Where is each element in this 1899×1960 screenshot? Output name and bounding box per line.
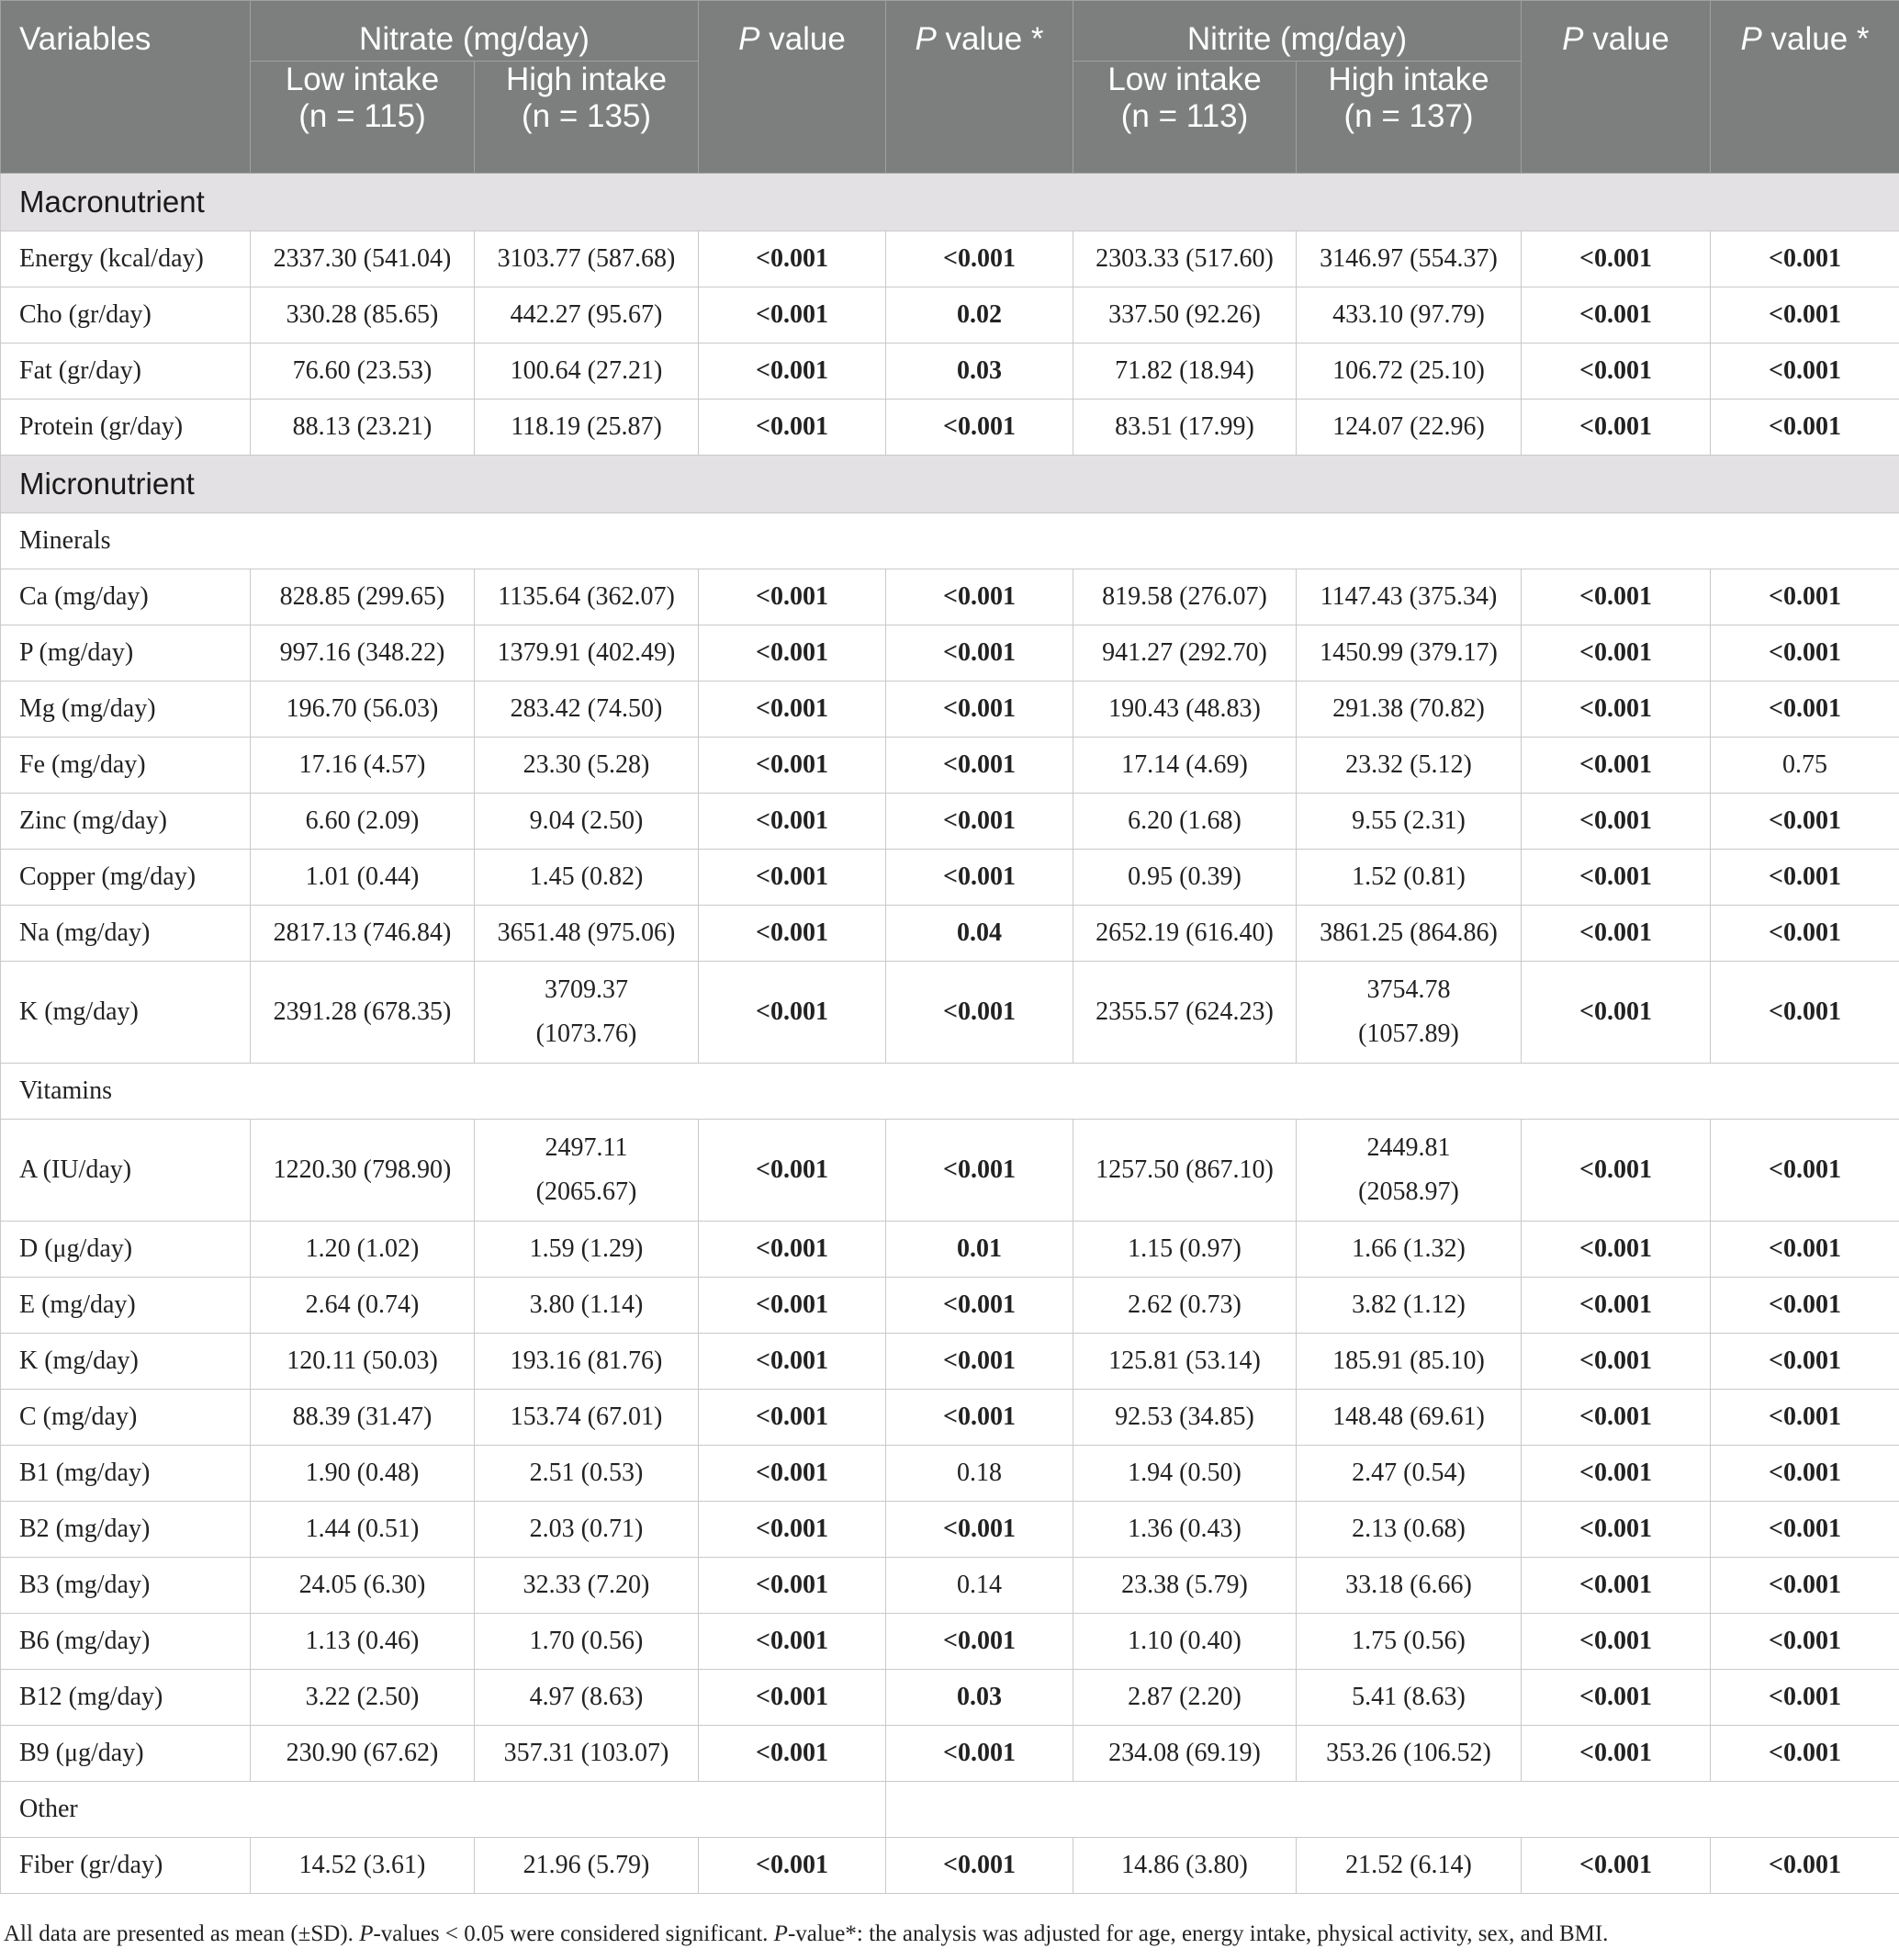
- value-cell: 88.39 (31.47): [251, 1390, 475, 1446]
- p-value-cell: <0.001: [1711, 681, 1899, 738]
- variable-cell: Na (mg/day): [1, 906, 251, 962]
- value-cell: 4.97 (8.63): [475, 1670, 699, 1726]
- p-value-cell: <0.001: [1522, 1838, 1711, 1894]
- p-value-cell: <0.001: [1522, 681, 1711, 738]
- empty-cell: [886, 1782, 1899, 1838]
- table-row: [1, 906, 1899, 962]
- value-cell: 3146.97 (554.37): [1297, 231, 1522, 287]
- value-cell: 17.14 (4.69): [1073, 738, 1297, 794]
- p-value-cell: <0.001: [1522, 1614, 1711, 1670]
- value-cell: 1257.50 (867.10): [1073, 1120, 1297, 1222]
- table-row: [1, 569, 1899, 625]
- p-value-cell: <0.001: [699, 231, 886, 287]
- subsection-row-minerals: [1, 513, 1899, 569]
- value-cell: 1220.30 (798.90): [251, 1120, 475, 1222]
- p-value-cell: <0.001: [1711, 906, 1899, 962]
- value-cell: 9.55 (2.31): [1297, 794, 1522, 850]
- value-cell: 1.44 (0.51): [251, 1502, 475, 1558]
- value-cell: 337.50 (92.26): [1073, 287, 1297, 344]
- p-value-cell: <0.001: [886, 1334, 1073, 1390]
- p-value-cell: <0.001: [886, 1614, 1073, 1670]
- p-value-cell: <0.001: [886, 231, 1073, 287]
- value-cell: 6.20 (1.68): [1073, 794, 1297, 850]
- p-value-cell: <0.001: [699, 1502, 886, 1558]
- header-variables: Variables: [1, 1, 251, 174]
- value-cell: 353.26 (106.52): [1297, 1726, 1522, 1782]
- variable-cell: B9 (μg/day): [1, 1726, 251, 1782]
- p-value-cell: <0.001: [886, 850, 1073, 906]
- subsection-row-other: [1, 1782, 1899, 1838]
- value-cell: 1.59 (1.29): [475, 1222, 699, 1278]
- p-value-cell: <0.001: [1711, 1446, 1899, 1502]
- value-cell: 2652.19 (616.40): [1073, 906, 1297, 962]
- p-value-cell: <0.001: [1711, 1278, 1899, 1334]
- table-row: [1, 962, 1899, 1064]
- value-cell: 5.41 (8.63): [1297, 1670, 1522, 1726]
- p-value-cell: <0.001: [1711, 625, 1899, 681]
- table-body: [1, 174, 1899, 1894]
- p-value-cell: <0.001: [1711, 1120, 1899, 1222]
- value-cell: 283.42 (74.50): [475, 681, 699, 738]
- variable-cell: P (mg/day): [1, 625, 251, 681]
- p-value-cell: <0.001: [886, 794, 1073, 850]
- value-cell: 76.60 (23.53): [251, 344, 475, 400]
- value-cell: 2.13 (0.68): [1297, 1502, 1522, 1558]
- value-cell: 106.72 (25.10): [1297, 344, 1522, 400]
- value-cell: 3.80 (1.14): [475, 1278, 699, 1334]
- p-value-cell: <0.001: [886, 1278, 1073, 1334]
- variable-cell: K (mg/day): [1, 1334, 251, 1390]
- value-cell: 433.10 (97.79): [1297, 287, 1522, 344]
- header-nitrate-low: Low intake (n = 115): [251, 62, 475, 174]
- p-value-cell: <0.001: [1711, 1222, 1899, 1278]
- header-p-value-nitrate: P value: [699, 1, 886, 174]
- p-value-cell: <0.001: [699, 1670, 886, 1726]
- table-row: [1, 1446, 1899, 1502]
- p-value-cell: <0.001: [886, 1502, 1073, 1558]
- value-cell: 1.36 (0.43): [1073, 1502, 1297, 1558]
- p-value-cell: <0.001: [699, 1446, 886, 1502]
- p-value-cell: <0.001: [1522, 231, 1711, 287]
- value-cell: 6.60 (2.09): [251, 794, 475, 850]
- value-cell: 148.48 (69.61): [1297, 1390, 1522, 1446]
- value-cell: 2.62 (0.73): [1073, 1278, 1297, 1334]
- p-value-cell: 0.01: [886, 1222, 1073, 1278]
- value-cell: 3.82 (1.12): [1297, 1278, 1522, 1334]
- value-cell: 357.31 (103.07): [475, 1726, 699, 1782]
- table-row: [1, 287, 1899, 344]
- value-cell: 1.20 (1.02): [251, 1222, 475, 1278]
- p-value-cell: <0.001: [886, 681, 1073, 738]
- p-value-cell: <0.001: [886, 1390, 1073, 1446]
- value-cell: 21.96 (5.79): [475, 1838, 699, 1894]
- p-value-cell: <0.001: [699, 1120, 886, 1222]
- value-cell: 21.52 (6.14): [1297, 1838, 1522, 1894]
- header-nitrite-low: Low intake (n = 113): [1073, 62, 1297, 174]
- p-value-cell: <0.001: [699, 850, 886, 906]
- p-value-cell: <0.001: [699, 1390, 886, 1446]
- header-p-value-adjusted-nitrite: P value *: [1711, 1, 1899, 174]
- value-cell: 1.45 (0.82): [475, 850, 699, 906]
- header-nitrate-high: High intake (n = 135): [475, 62, 699, 174]
- value-cell: 997.16 (348.22): [251, 625, 475, 681]
- value-cell: 88.13 (23.21): [251, 400, 475, 456]
- p-value-cell: <0.001: [1522, 1222, 1711, 1278]
- p-value-cell: <0.001: [699, 1614, 886, 1670]
- value-cell: 9.04 (2.50): [475, 794, 699, 850]
- value-cell: 1.13 (0.46): [251, 1614, 475, 1670]
- variable-cell: Copper (mg/day): [1, 850, 251, 906]
- p-value-cell: <0.001: [699, 738, 886, 794]
- value-cell: 1.90 (0.48): [251, 1446, 475, 1502]
- value-cell: 1.01 (0.44): [251, 850, 475, 906]
- p-value-cell: <0.001: [1711, 1558, 1899, 1614]
- value-cell: 71.82 (18.94): [1073, 344, 1297, 400]
- p-value-cell: 0.02: [886, 287, 1073, 344]
- p-value-cell: <0.001: [1711, 569, 1899, 625]
- subsection-row-vitamins: [1, 1064, 1899, 1120]
- table-row: [1, 1502, 1899, 1558]
- variable-cell: E (mg/day): [1, 1278, 251, 1334]
- p-value-cell: <0.001: [699, 1838, 886, 1894]
- value-cell: 2303.33 (517.60): [1073, 231, 1297, 287]
- p-value-cell: <0.001: [1711, 1726, 1899, 1782]
- table-row: [1, 1278, 1899, 1334]
- variable-cell: Mg (mg/day): [1, 681, 251, 738]
- variable-cell: A (IU/day): [1, 1120, 251, 1222]
- value-cell: 1.10 (0.40): [1073, 1614, 1297, 1670]
- value-cell: 23.30 (5.28): [475, 738, 699, 794]
- table-row: [1, 1614, 1899, 1670]
- value-cell: 3709.37 (1073.76): [475, 962, 699, 1064]
- p-value-cell: <0.001: [886, 1120, 1073, 1222]
- table-row: [1, 344, 1899, 400]
- table-row: [1, 1670, 1899, 1726]
- section-row-micronutrient: [1, 456, 1899, 513]
- table-footnote: All data are presented as mean (±SD). P-values < 0.05 were considered significant. P-value*: the analysis was adjusted for age, energy intake, physical activity, sex, and BMI.: [4, 1921, 1609, 1946]
- value-cell: 442.27 (95.67): [475, 287, 699, 344]
- p-value-cell: <0.001: [1522, 1390, 1711, 1446]
- variable-cell: B2 (mg/day): [1, 1502, 251, 1558]
- p-value-cell: <0.001: [1522, 1502, 1711, 1558]
- header-nitrite: Nitrite (mg/day): [1073, 1, 1522, 62]
- value-cell: 941.27 (292.70): [1073, 625, 1297, 681]
- p-value-cell: <0.001: [1711, 231, 1899, 287]
- p-value-cell: <0.001: [699, 1334, 886, 1390]
- section-row-macronutrient: [1, 174, 1899, 231]
- value-cell: 2.87 (2.20): [1073, 1670, 1297, 1726]
- value-cell: 0.95 (0.39): [1073, 850, 1297, 906]
- table-row: [1, 1838, 1899, 1894]
- p-value-cell: 0.14: [886, 1558, 1073, 1614]
- p-value-cell: <0.001: [699, 287, 886, 344]
- p-value-cell: <0.001: [699, 794, 886, 850]
- table-header: [1, 1, 1899, 174]
- variable-cell: B1 (mg/day): [1, 1446, 251, 1502]
- p-value-cell: <0.001: [699, 1222, 886, 1278]
- section-label: Macronutrient: [1, 174, 1899, 231]
- p-value-cell: <0.001: [699, 625, 886, 681]
- p-value-cell: <0.001: [1522, 738, 1711, 794]
- value-cell: 185.91 (85.10): [1297, 1334, 1522, 1390]
- p-value-cell: <0.001: [1711, 1502, 1899, 1558]
- value-cell: 3754.78 (1057.89): [1297, 962, 1522, 1064]
- p-value-cell: <0.001: [699, 1726, 886, 1782]
- table-row: [1, 850, 1899, 906]
- p-value-cell: <0.001: [1522, 1558, 1711, 1614]
- p-value-cell: <0.001: [1522, 625, 1711, 681]
- p-value-cell: <0.001: [699, 569, 886, 625]
- value-cell: 100.64 (27.21): [475, 344, 699, 400]
- value-cell: 1147.43 (375.34): [1297, 569, 1522, 625]
- variable-cell: Cho (gr/day): [1, 287, 251, 344]
- p-value-cell: <0.001: [699, 681, 886, 738]
- value-cell: 23.38 (5.79): [1073, 1558, 1297, 1614]
- table-row: [1, 681, 1899, 738]
- table-row: [1, 738, 1899, 794]
- p-value-cell: <0.001: [886, 1726, 1073, 1782]
- value-cell: 2449.81 (2058.97): [1297, 1120, 1522, 1222]
- p-value-cell: <0.001: [1711, 1390, 1899, 1446]
- value-cell: 1379.91 (402.49): [475, 625, 699, 681]
- header-nitrite-high: High intake (n = 137): [1297, 62, 1522, 174]
- value-cell: 234.08 (69.19): [1073, 1726, 1297, 1782]
- p-value-cell: <0.001: [886, 569, 1073, 625]
- p-value-cell: <0.001: [886, 962, 1073, 1064]
- value-cell: 2355.57 (624.23): [1073, 962, 1297, 1064]
- value-cell: 33.18 (6.66): [1297, 1558, 1522, 1614]
- value-cell: 124.07 (22.96): [1297, 400, 1522, 456]
- value-cell: 1.94 (0.50): [1073, 1446, 1297, 1502]
- variable-cell: B3 (mg/day): [1, 1558, 251, 1614]
- value-cell: 2497.11 (2065.67): [475, 1120, 699, 1222]
- p-value-cell: <0.001: [1711, 1614, 1899, 1670]
- p-value-cell: <0.001: [1711, 287, 1899, 344]
- value-cell: 2.47 (0.54): [1297, 1446, 1522, 1502]
- value-cell: 24.05 (6.30): [251, 1558, 475, 1614]
- p-value-cell: 0.04: [886, 906, 1073, 962]
- variable-cell: D (μg/day): [1, 1222, 251, 1278]
- value-cell: 1.70 (0.56): [475, 1614, 699, 1670]
- p-value-cell: <0.001: [886, 625, 1073, 681]
- value-cell: 2.03 (0.71): [475, 1502, 699, 1558]
- value-cell: 23.32 (5.12): [1297, 738, 1522, 794]
- p-value-cell: <0.001: [1522, 1670, 1711, 1726]
- p-value-cell: <0.001: [1522, 906, 1711, 962]
- p-value-cell: 0.03: [886, 344, 1073, 400]
- value-cell: 2.64 (0.74): [251, 1278, 475, 1334]
- table-row: [1, 1334, 1899, 1390]
- p-value-cell: <0.001: [1522, 1446, 1711, 1502]
- variable-cell: Fat (gr/day): [1, 344, 251, 400]
- variable-cell: K (mg/day): [1, 962, 251, 1064]
- value-cell: 1450.99 (379.17): [1297, 625, 1522, 681]
- value-cell: 196.70 (56.03): [251, 681, 475, 738]
- table-row: [1, 231, 1899, 287]
- p-value-cell: <0.001: [1522, 344, 1711, 400]
- table-row: [1, 1726, 1899, 1782]
- value-cell: 2337.30 (541.04): [251, 231, 475, 287]
- value-cell: 92.53 (34.85): [1073, 1390, 1297, 1446]
- value-cell: 828.85 (299.65): [251, 569, 475, 625]
- variable-cell: C (mg/day): [1, 1390, 251, 1446]
- variable-cell: Fiber (gr/day): [1, 1838, 251, 1894]
- variable-cell: Ca (mg/day): [1, 569, 251, 625]
- value-cell: 3103.77 (587.68): [475, 231, 699, 287]
- value-cell: 1.15 (0.97): [1073, 1222, 1297, 1278]
- value-cell: 330.28 (85.65): [251, 287, 475, 344]
- value-cell: 153.74 (67.01): [475, 1390, 699, 1446]
- p-value-cell: <0.001: [1522, 962, 1711, 1064]
- p-value-cell: <0.001: [699, 906, 886, 962]
- table-row: [1, 794, 1899, 850]
- p-value-cell: <0.001: [1522, 400, 1711, 456]
- variable-cell: B12 (mg/day): [1, 1670, 251, 1726]
- value-cell: 2391.28 (678.35): [251, 962, 475, 1064]
- value-cell: 1.52 (0.81): [1297, 850, 1522, 906]
- value-cell: 1135.64 (362.07): [475, 569, 699, 625]
- p-value-cell: <0.001: [1522, 1120, 1711, 1222]
- variable-cell: B6 (mg/day): [1, 1614, 251, 1670]
- subsection-label: Other: [1, 1782, 886, 1838]
- value-cell: 291.38 (70.82): [1297, 681, 1522, 738]
- value-cell: 819.58 (276.07): [1073, 569, 1297, 625]
- table-row: [1, 1222, 1899, 1278]
- p-value-cell: <0.001: [699, 1278, 886, 1334]
- p-value-cell: <0.001: [1711, 1670, 1899, 1726]
- p-value-cell: <0.001: [1522, 569, 1711, 625]
- value-cell: 190.43 (48.83): [1073, 681, 1297, 738]
- p-value-cell: <0.001: [1711, 962, 1899, 1064]
- value-cell: 193.16 (81.76): [475, 1334, 699, 1390]
- header-p-value-nitrite: P value: [1522, 1, 1711, 174]
- subsection-label: Minerals: [1, 513, 1899, 569]
- variable-cell: Fe (mg/day): [1, 738, 251, 794]
- value-cell: 3651.48 (975.06): [475, 906, 699, 962]
- p-value-cell: <0.001: [1711, 344, 1899, 400]
- p-value-cell: <0.001: [886, 400, 1073, 456]
- value-cell: 32.33 (7.20): [475, 1558, 699, 1614]
- section-label: Micronutrient: [1, 456, 1899, 513]
- p-value-cell: 0.18: [886, 1446, 1073, 1502]
- value-cell: 14.52 (3.61): [251, 1838, 475, 1894]
- value-cell: 3861.25 (864.86): [1297, 906, 1522, 962]
- value-cell: 1.75 (0.56): [1297, 1614, 1522, 1670]
- p-value-cell: <0.001: [699, 1558, 886, 1614]
- p-value-cell: <0.001: [699, 400, 886, 456]
- value-cell: 17.16 (4.57): [251, 738, 475, 794]
- p-value-cell: <0.001: [1711, 1838, 1899, 1894]
- value-cell: 14.86 (3.80): [1073, 1838, 1297, 1894]
- variable-cell: Zinc (mg/day): [1, 794, 251, 850]
- p-value-cell: <0.001: [886, 1838, 1073, 1894]
- p-value-cell: <0.001: [1711, 794, 1899, 850]
- p-value-cell: <0.001: [1711, 1334, 1899, 1390]
- table-row: [1, 1120, 1899, 1222]
- value-cell: 118.19 (25.87): [475, 400, 699, 456]
- p-value-cell: <0.001: [1522, 1278, 1711, 1334]
- p-value-cell: <0.001: [1711, 400, 1899, 456]
- table-row: [1, 1390, 1899, 1446]
- value-cell: 2.51 (0.53): [475, 1446, 699, 1502]
- p-value-cell: <0.001: [1522, 794, 1711, 850]
- p-value-cell: <0.001: [1522, 850, 1711, 906]
- p-value-cell: <0.001: [886, 738, 1073, 794]
- table-row: [1, 400, 1899, 456]
- p-value-cell: <0.001: [1522, 1726, 1711, 1782]
- table-row: [1, 625, 1899, 681]
- p-value-cell: 0.75: [1711, 738, 1899, 794]
- value-cell: 230.90 (67.62): [251, 1726, 475, 1782]
- subsection-label: Vitamins: [1, 1064, 1899, 1120]
- header-p-value-adjusted-nitrate: P value *: [886, 1, 1073, 174]
- table-row: [1, 1558, 1899, 1614]
- p-value-cell: <0.001: [1522, 1334, 1711, 1390]
- p-value-cell: <0.001: [1711, 850, 1899, 906]
- value-cell: 3.22 (2.50): [251, 1670, 475, 1726]
- value-cell: 120.11 (50.03): [251, 1334, 475, 1390]
- value-cell: 2817.13 (746.84): [251, 906, 475, 962]
- header-nitrate: Nitrate (mg/day): [251, 1, 699, 62]
- p-value-cell: <0.001: [699, 344, 886, 400]
- p-value-cell: 0.03: [886, 1670, 1073, 1726]
- value-cell: 1.66 (1.32): [1297, 1222, 1522, 1278]
- p-value-cell: <0.001: [699, 962, 886, 1064]
- value-cell: 83.51 (17.99): [1073, 400, 1297, 456]
- value-cell: 125.81 (53.14): [1073, 1334, 1297, 1390]
- variable-cell: Energy (kcal/day): [1, 231, 251, 287]
- variable-cell: Protein (gr/day): [1, 400, 251, 456]
- p-value-cell: <0.001: [1522, 287, 1711, 344]
